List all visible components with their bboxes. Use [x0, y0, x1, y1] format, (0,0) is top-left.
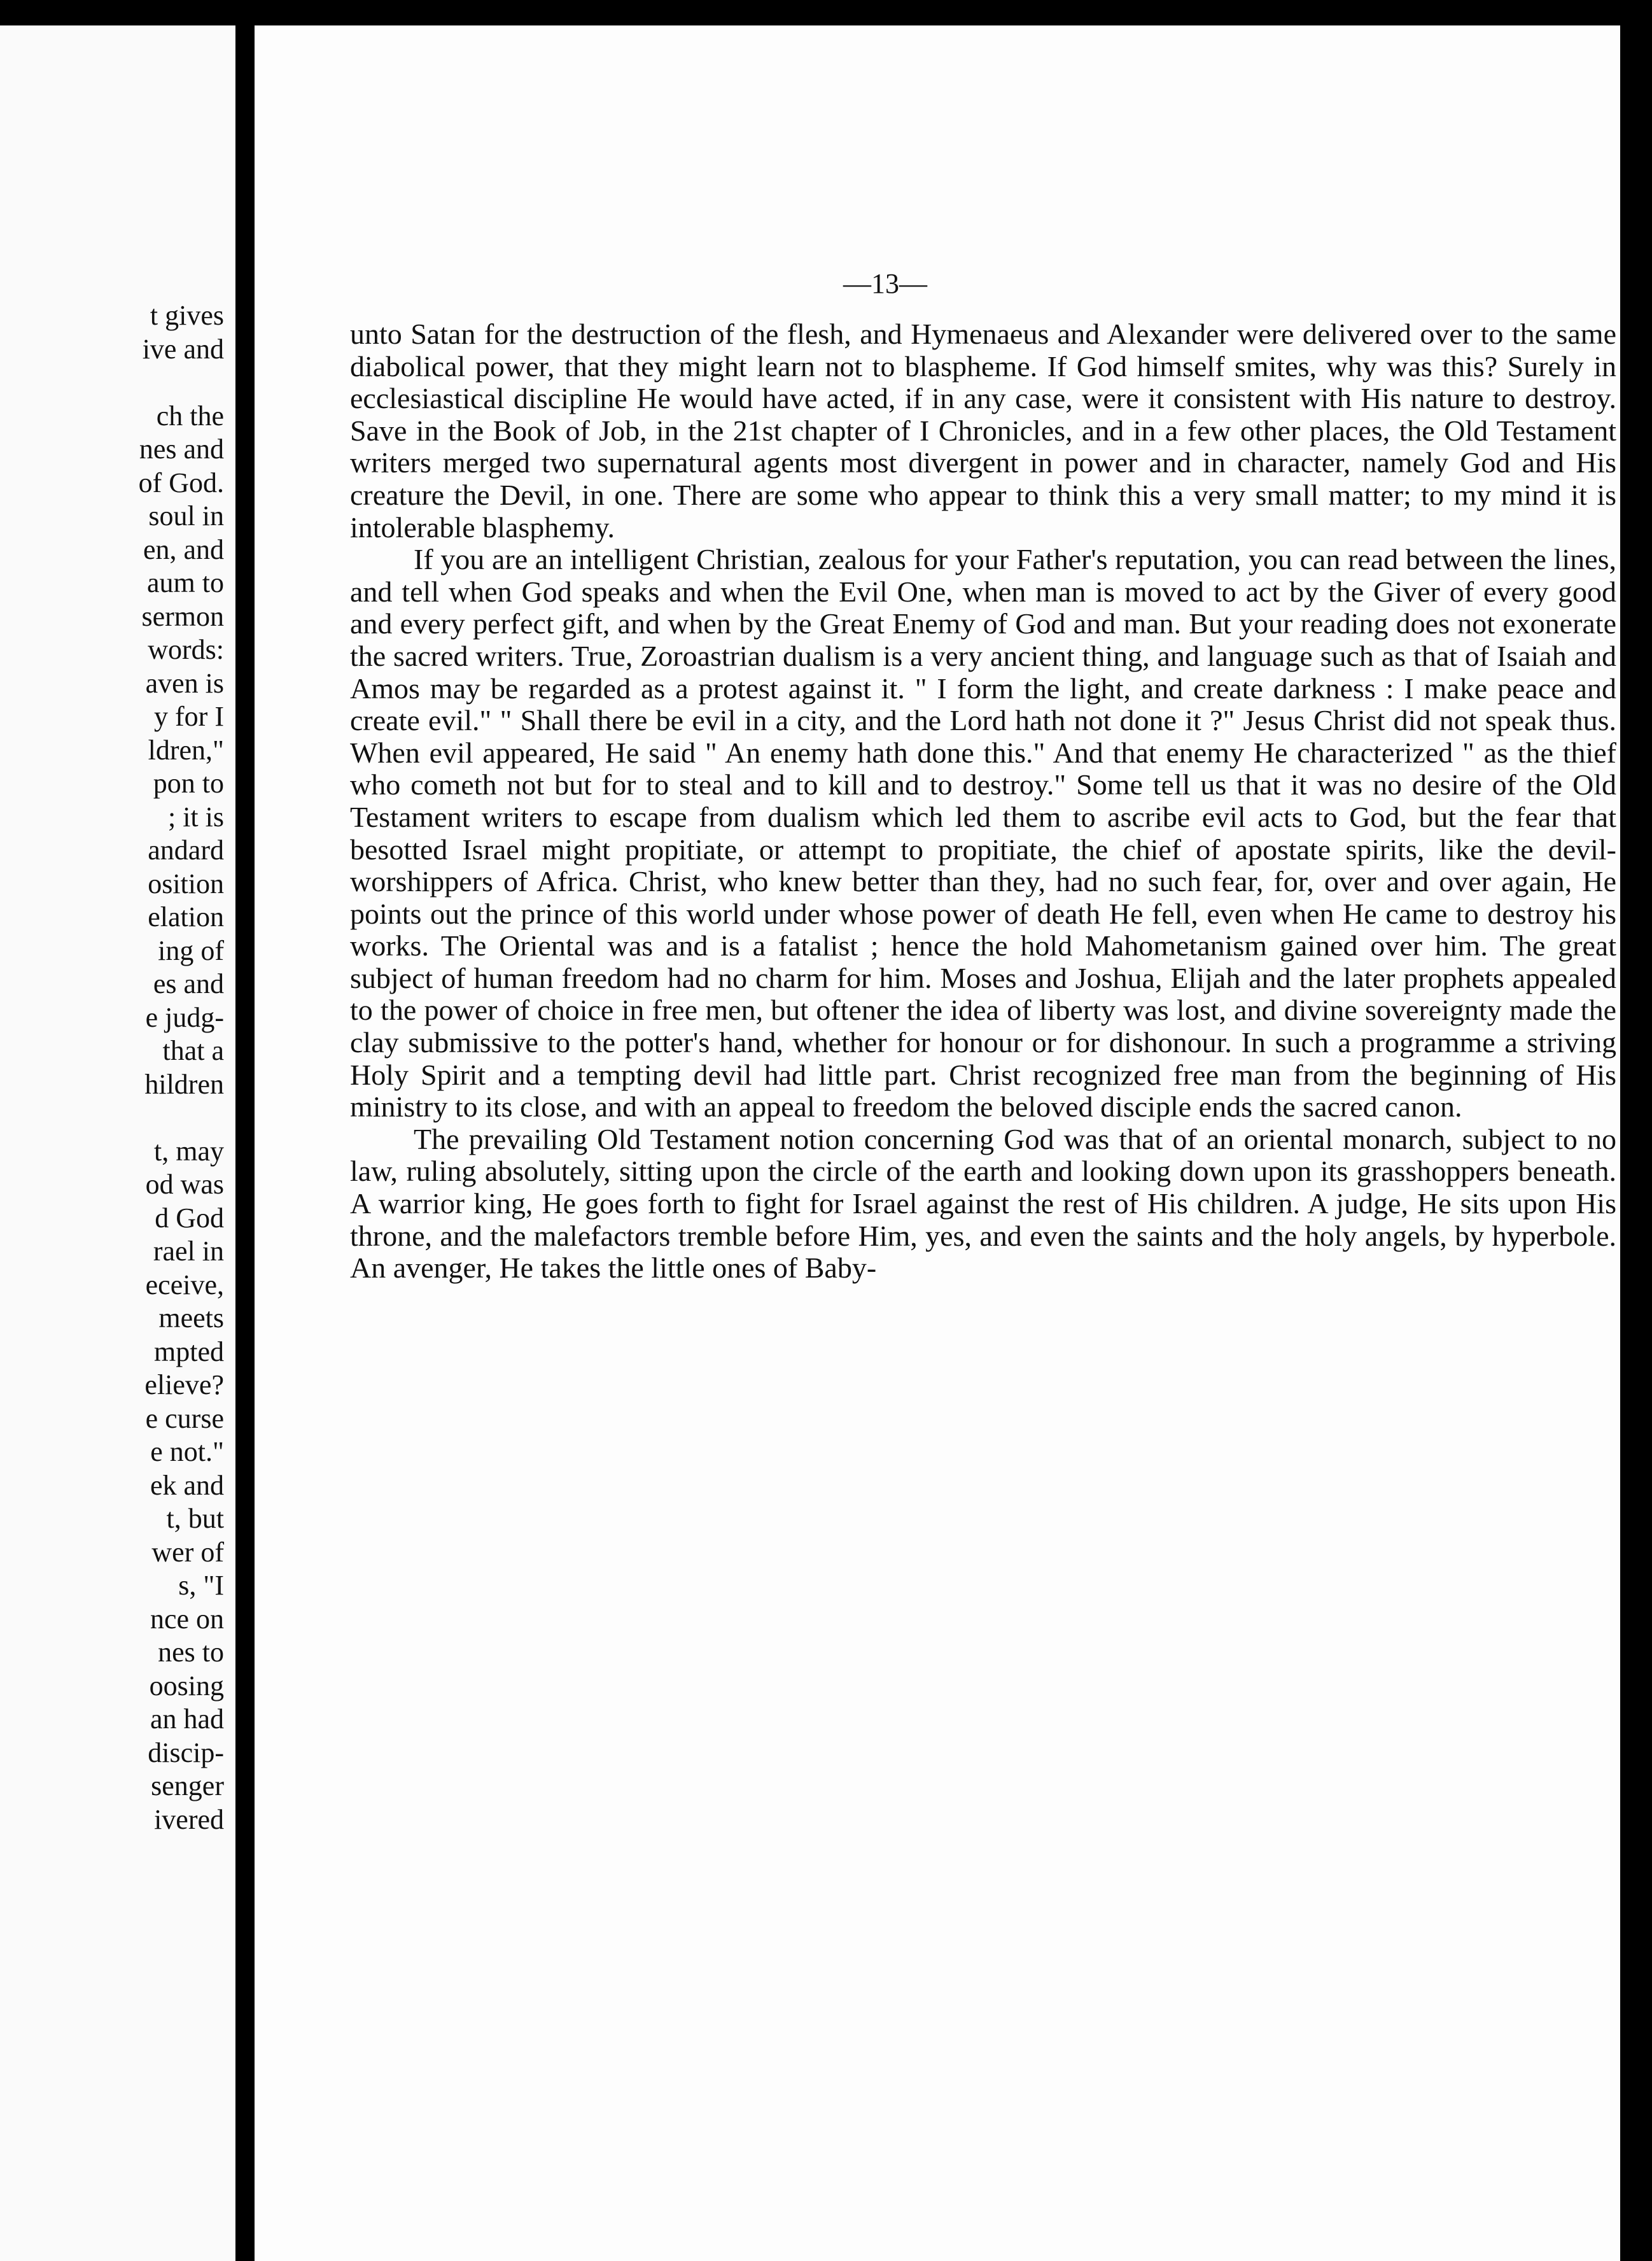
left-fragment-line: en, and	[143, 533, 224, 565]
left-fragment-line: pon to	[153, 768, 224, 799]
left-fragment-line: words:	[148, 634, 224, 665]
paragraph-3: The prevailing Old Testament notion concerning God was that of an oriental monarch, subject to no law, ruling absolutely, sitting upon the circle of the earth and looking down upon its grasshoppers beneath. A warrior king, He goes forth to fight for Israel against the rest of His children. A judge, He sits upon His throne, and the malefactors tremble before Him, yes, and even the saints and the holy angels, by hyperbole. An avenger, He takes the little ones of Baby-	[350, 1122, 1616, 1285]
left-fragment-line: mpted	[154, 1335, 224, 1367]
left-fragment-line: osition	[148, 868, 224, 899]
left-fragment-line: hildren	[144, 1068, 224, 1100]
left-fragment-line: that a	[162, 1035, 224, 1066]
left-fragment-line: ing of	[158, 934, 224, 966]
left-fragment-line: es and	[153, 968, 224, 999]
left-fragment-line: ivered	[154, 1803, 224, 1835]
page-body	[350, 318, 1616, 1285]
left-fragment-line: d God	[155, 1202, 224, 1234]
left-fragment-line	[139, 366, 224, 400]
left-fragment-line: rael in	[153, 1236, 224, 1267]
left-fragment-line: aven is	[145, 667, 224, 699]
left-page	[0, 25, 235, 2261]
left-fragment-line	[139, 1101, 224, 1135]
left-fragment-line: t, may	[154, 1135, 224, 1167]
paragraph-2: If you are an intelligent Christian, zealous for your Father's reputation, you can read between the lines, and tell when God speaks and when the Evil One, when man is moved to act by the Giver of every good and every perfect gift, and when by the Great Enemy of God and man. But your reading does not exonerate the sacred writers. True, Zoroastrian dualism is a very ancient thing, and language such as that of Isaiah and Amos may be regarded as a protest against it. " I form the light, and create darkness : I make peace and create evil." " Shall there be evil in a city, and the Lord hath not done it ?" Jesus Christ did not speak thus. When evil appeared, He said " An enemy hath done this." And that enemy He characterized " as the thief who cometh not but for to steal and to kill and to destroy." Some tell us that it was no desire of the Old Testament writers to escape from dualism which led them to ascribe evil acts to God, but the fear that besotted Israel might propitiate, or attempt to propitiate, the chief of apostate spirits, like the devil-worshippers of Africa. Christ, who knew better than they, had no such fear, for, over and over again, He points out the prince of this world under whose power of death He fell, even when He came to destroy his works. The Oriental was and is a fatalist ; hence the hold Mahometanism gained over him. The great subject of human freedom had no charm for him. Moses and Joshua, Elijah and the later prophets appealed to the power of choice in free men, but oftener the idea of liberty was lost, and divine sovereignty made the clay submissive to the potter's hand, whether for honour or for dishonour. In such a programme a striving Holy Spirit and a tempting devil had little part. Christ recognized free man from the beginning of His ministry to its close, and with an appeal to freedom the beloved disciple ends the sacred canon.	[350, 543, 1616, 1123]
left-fragment-line: of God.	[138, 467, 224, 498]
left-fragment-line: andard	[148, 835, 224, 866]
left-fragment-line: nce on	[150, 1603, 224, 1635]
left-fragment-line: ch the	[156, 400, 224, 432]
left-fragment-line: nes and	[139, 433, 224, 465]
left-fragment-line: oosing	[149, 1670, 224, 1701]
left-fragment-line: elation	[148, 901, 224, 933]
left-fragment-line: t, but	[166, 1503, 224, 1534]
left-fragment-line: elieve?	[144, 1369, 224, 1400]
left-fragment-line: ldren,"	[148, 734, 224, 766]
left-fragment-line: discip-	[148, 1736, 224, 1768]
left-page-text-fragments	[139, 299, 224, 1836]
page-number: —13—	[843, 268, 927, 299]
left-fragment-line: nes to	[158, 1637, 224, 1668]
left-fragment-line: aum to	[147, 567, 224, 598]
left-fragment-line: senger	[151, 1770, 224, 1801]
left-fragment-line: ; it is	[167, 801, 224, 833]
paragraph-1: unto Satan for the destruction of the flesh, and Hymenaeus and Alexander were delivered over to the same diabolical power, that they might learn not to blaspheme. If God himself smites, why was this? Surely in ecclesiastical discipline He would have acted, if in any case, were it consistent with His nature to destroy. Save in the Book of Job, in the 21st chapter of I Chronicles, and in a few other places, the Old Testament writers merged two supernatural agents most divergent in power and in character, namely God and His creature the Devil, in one. There are some who appear to think this a very small matter; to my mind it is intolerable blasphemy.	[350, 318, 1616, 544]
left-fragment-line: s, "I	[178, 1570, 224, 1601]
book-gutter	[235, 0, 255, 2261]
left-fragment-line: meets	[158, 1302, 224, 1334]
left-fragment-line: eceive,	[145, 1269, 224, 1300]
left-fragment-line: e judg-	[145, 1001, 224, 1033]
left-fragment-line: e not."	[150, 1436, 224, 1467]
left-fragment-line: e curse	[145, 1402, 224, 1434]
left-fragment-line: t gives	[150, 300, 224, 331]
left-fragment-line: sermon	[141, 600, 224, 632]
left-fragment-line: y for I	[154, 701, 224, 732]
left-fragment-line: ek and	[150, 1469, 224, 1501]
left-fragment-line: ive and	[142, 333, 224, 365]
left-fragment-line: wer of	[151, 1536, 224, 1568]
left-fragment-line: od was	[145, 1169, 224, 1200]
left-fragment-line: an had	[150, 1703, 224, 1735]
left-fragment-line: soul in	[148, 500, 224, 532]
right-page	[255, 25, 1620, 2261]
